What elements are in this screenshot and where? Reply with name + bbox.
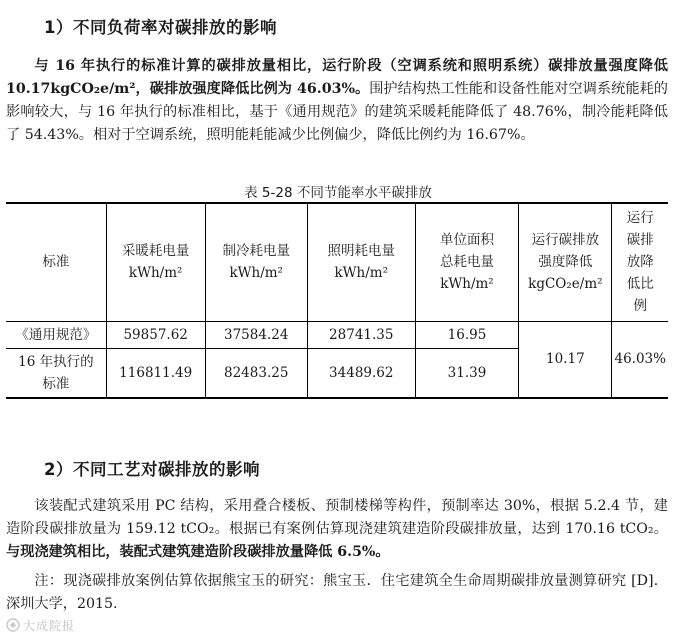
section1-paragraph-bold: 与 16 年执行的标准计算的碳排放量相比，运行阶段（空调系统和照明系统）碳排放量强度降低 10.17kgCO₂e/m²，碳排放强度降低比例为 46.03%。 xyxy=(6,58,668,97)
table-row xyxy=(6,321,668,348)
section1-heading: 1）不同负荷率对碳排放的影响 xyxy=(44,18,277,37)
cell-standard: 《通用规范》 xyxy=(6,321,106,348)
header-lighting: 照明耗电量 kWh/m² xyxy=(307,203,415,321)
header-ratio: 运行 碳排 放降 低比 例 xyxy=(612,203,668,321)
carbon-emission-table xyxy=(6,202,668,399)
cell-total: 31.39 xyxy=(415,348,519,398)
section2-paragraph-bold: 与现浇建筑相比，装配式建筑建造阶段碳排放量降低 6.5%。 xyxy=(6,544,390,560)
header-total: 单位面积 总耗电量 kWh/m² xyxy=(415,203,519,321)
section2-paragraph-rest: 该装配式建筑采用 PC 结构，采用叠合楼板、预制楼梯等构件，预制率达 30%，根据 5.2.4 节，建造阶段碳排放量为 159.12 tCO₂。根据已有案例估算现浇建筑建造阶段碳排放量，达到 170.16 tCO₂。 xyxy=(6,498,668,537)
cell-heating: 59857.62 xyxy=(106,321,205,348)
cell-reduction: 10.17 xyxy=(519,321,612,398)
watermark-logo-icon xyxy=(6,618,20,632)
section1-paragraph-rest: 围护结构热工性能和设备性能对空调系统能耗的影响较大，与 16 年执行的标准相比，基于《通用规范》的建筑采暖耗能降低了 48.76%，制冷能耗降低了 54.43%。相对于空调系统，照明能耗能减少比例偏少，降低比例约为 16.67%。 xyxy=(6,81,668,143)
cell-heating: 116811.49 xyxy=(106,348,205,398)
section2-heading: 2）不同工艺对碳排放的影响 xyxy=(44,460,260,479)
header-heating: 采暖耗电量 kWh/m² xyxy=(106,203,205,321)
cell-cooling: 37584.24 xyxy=(205,321,307,348)
header-reduction: 运行碳排放 强度降低 kgCO₂e/m² xyxy=(519,203,612,321)
table-header-row xyxy=(6,203,668,321)
reference-note: 注：现浇碳排放案例估算依据熊宝玉的研究：熊宝玉．住宅建筑全生命周期碳排放量测算研究 [D]．深圳大学，2015. xyxy=(6,573,668,612)
cell-lighting: 34489.62 xyxy=(307,348,415,398)
cell-ratio: 46.03% xyxy=(612,321,668,398)
cell-standard: 16 年执行的 标准 xyxy=(6,348,106,398)
cell-cooling: 82483.25 xyxy=(205,348,307,398)
header-standard: 标准 xyxy=(6,203,106,321)
watermark xyxy=(6,617,75,634)
section1-paragraph xyxy=(6,55,668,147)
watermark-text: 大成院报 xyxy=(23,619,76,633)
cell-total: 16.95 xyxy=(415,321,519,348)
header-cooling: 制冷耗电量 kWh/m² xyxy=(205,203,307,321)
table-caption: 表 5-28 不同节能率水平碳排放 xyxy=(244,185,432,201)
cell-lighting: 28741.35 xyxy=(307,321,415,348)
section2-paragraph xyxy=(6,495,668,564)
